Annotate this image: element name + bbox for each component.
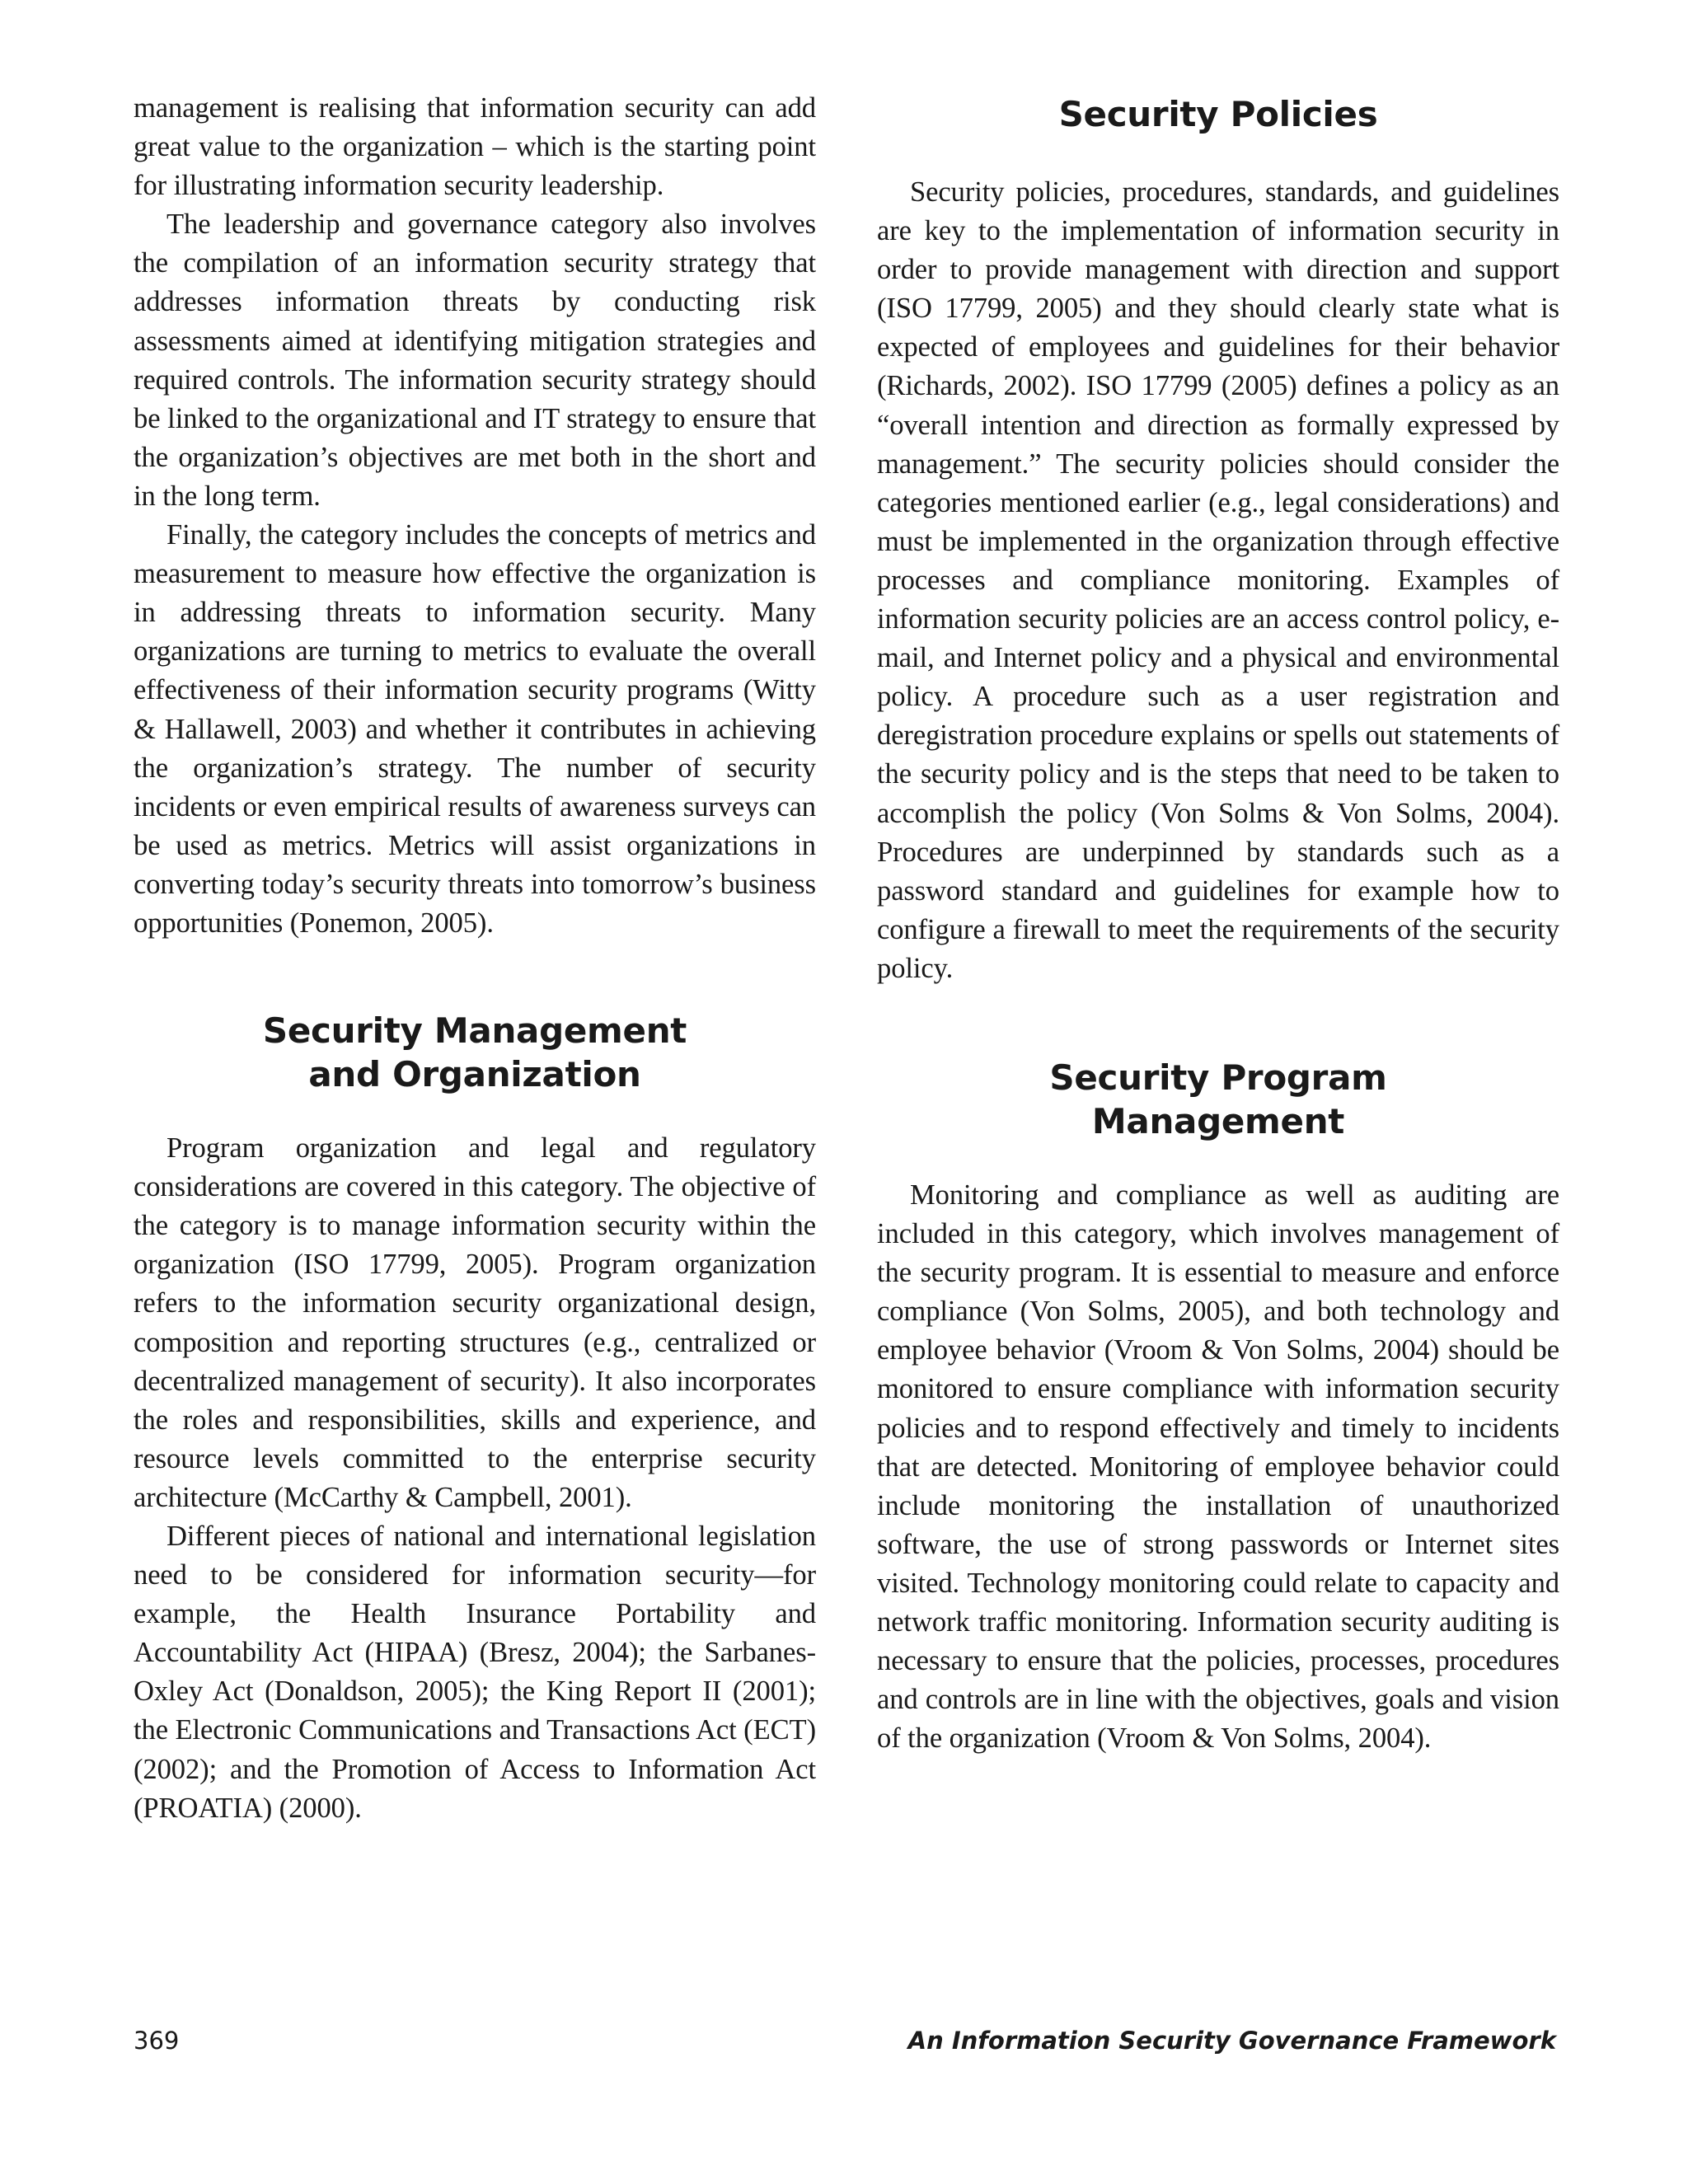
heading-line: and Organization: [308, 1054, 641, 1095]
heading-line: Security Management: [262, 1010, 687, 1052]
page-number: 369: [134, 2027, 180, 2055]
heading-line: Security Program: [1049, 1057, 1387, 1098]
paragraph-program-organization: Program organization and legal and regulatory considerations are covered in this category. The objective of the category is to manage information security within the organization (ISO 17799, 2005). Program organization refers to the information security organizational design, composition and reporting structures (e.g., centralized or decentralized management of security). It also incorporates the roles and responsibilities, skills and experience, and resource levels committed to the enterprise security architecture (McCarthy & Campbell, 2001).: [134, 1132, 816, 1513]
heading-security-management-organization: [134, 1009, 816, 1096]
paragraph-metrics: Finally, the category includes the concepts of metrics and measurement to measure how effective the organization is in addressing threats to information security. Many organizations are turning to metrics to evaluate the overall effectiveness of their information security programs (Witty & Hallawell, 2003) and whether it contributes in achieving the organization’s strategy. The number of security incidents or even empirical results of awareness surveys can be used as metrics. Metrics will assist organizations in converting today’s security threats into tomorrow’s business opportunities (Ponemon, 2005).: [134, 519, 816, 939]
paragraph-monitoring-compliance: Monitoring and compliance as well as auditing are included in this category, which involves management of the security program. It is essential to measure and enforce compliance (Von Solms, 2005), and both technology and employee behavior (Vroom & Von Solms, 2004) should be monitored to ensure compliance with information security policies and to respond effectively and timely to incidents that are detected. Monitoring of employee behavior could include monitoring the installation of unauthorized software, the use of strong passwords or Internet sites visited. Technology monitoring could relate to capacity and network traffic monitoring. Information security auditing is necessary to ensure that the policies, processes, procedures and controls are in line with the objectives, goals and vision of the organization (Vroom & Von Solms, 2004).: [877, 1179, 1559, 1755]
left-column: [134, 89, 816, 1828]
right-column: [877, 89, 1559, 1758]
paragraph-security-policies: Security policies, procedures, standards, and guidelines are key to the implementation of information security in order to provide management with direction and support (ISO 17799, 2005) and they should clearly state what is expected of employees and guidelines for their behavior (Richards, 2002). ISO 17799 (2005) defines a policy as an “overall intention and direction as formally expressed by management.” The security policies should consider the categories mentioned earlier (e.g., legal considerations) and must be implemented in the organization through effective processes and compliance monitoring. Examples of information security policies are an access control policy, e-mail, and Internet policy and a physical and environmental policy. A procedure such as a user registration and deregistration procedure explains or spells out statements of the security policy and is the steps that need to be taken to accomplish the policy (Von Solms & Von Solms, 2004). Procedures are underpinned by standards such as a password standard and guidelines for example how to configure a firewall to meet the requirements of the security policy.: [877, 176, 1559, 984]
paragraph-leadership-strategy: The leadership and governance category also involves the compilation of an information security strategy that addresses information threats by conducting risk assessments aimed at identifying mitigation strategies and required controls. The information security strategy should be linked to the organizational and IT strategy to ensure that the organization’s objectives are met both in the short and in the long term.: [134, 209, 816, 512]
heading-security-program-management: [877, 1056, 1559, 1143]
heading-line: Management: [1091, 1100, 1345, 1141]
heading-security-policies: Security Policies: [1058, 94, 1378, 134]
running-title: An Information Security Governance Framework: [907, 2027, 1556, 2055]
paragraph-legislation: Different pieces of national and international legislation need to be considered for information security—for example, the Health Insurance Portability and Accountability Act (HIPAA) (Bresz, 2004); the Sarbanes-Oxley Act (Donaldson, 2005); the King Report II (2001); the Electronic Communications and Transactions Act (ECT) (2002); and the Promotion of Access to Information Act (PROATIA) (2000).: [134, 1521, 816, 1824]
paragraph-leadership-value: management is realising that information security can add great value to the organization – which is the starting point for illustrating information security leadership.: [134, 92, 816, 202]
